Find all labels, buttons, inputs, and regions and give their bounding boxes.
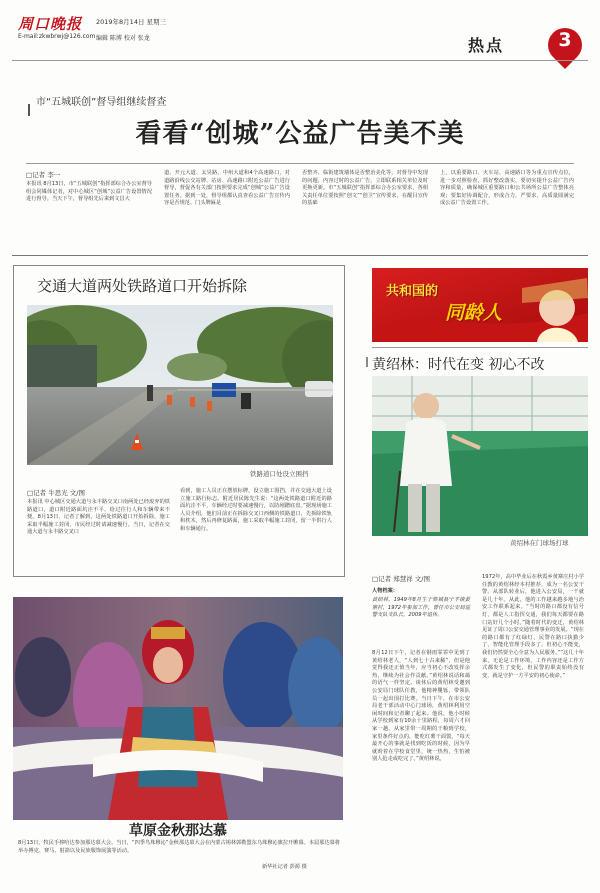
banner-divider xyxy=(372,347,588,348)
rail-article-title: 交通大道两处铁路道口开始拆除 xyxy=(37,277,248,295)
editor-line: 编辑 陈博 校对 张龙 xyxy=(96,35,150,42)
profile-title-bar xyxy=(366,357,368,367)
profile-byline: □记者 郑慧祥 文/图 xyxy=(372,575,430,583)
newspaper-logo: 周口晚报 xyxy=(18,15,83,33)
profile-intro-label: 人物档案： xyxy=(372,588,398,594)
top-article-col4: 上，以重要路口、火车站、高速路口等为重点宣传点位，进一步对照检查，抓好整改落实，要切实提升公益广告内容和质量，确保城区重要路口和公共场所公益广告整体亮观；要集好协调配合，形成合力，严要求、高质量圆满完成公益广告设置工作。 xyxy=(440,170,574,207)
profile-title: 黄绍林：时代在变 初心不改 xyxy=(372,357,545,373)
banner-top-text: 共和国的 xyxy=(386,284,439,299)
banner-script-text: 同龄人 xyxy=(445,302,503,324)
top-article-byline: □记者 李一 xyxy=(26,171,61,179)
naadam-title: 草原金秋那达慕 xyxy=(129,823,227,839)
rail-article-byline: □记者 牛思光 文/图 xyxy=(27,489,85,497)
profile-right-column: 1972年，高中毕业后在秋霞乡黄寨庄村小学任教的黄绍林经本村推荐，成为一名公安干警。从部队转业后，他进入公安局，一干就是几十年。从此，他的工作越来越多地与治安工作联系起来。“当时的路口都没有信号灯，都是人工指挥交通，我们每天都要在路口站好几个小时。”随着时代的变迁，黄绍林见证了周口公安交通管理事业的发展。“现在的路口都有了红绿灯，民警在路口执勤少了，智能化管理手段多了，但初心不能变，我们仍然要全心全意为人民服务。”“这几十年来，无论是工作环境，工作内容还是工作方式都发生了变化，但民警的职责始终没有变，就是守护一方平安的初心使命。” xyxy=(482,574,584,679)
rail-crossing-photo xyxy=(27,305,333,465)
naadam-photo xyxy=(13,597,343,820)
top-article-col3: 否整齐、临街建筑墙体是否整治美化等，对督导中发现的问题，内容过时的公益广告，立即联系相关单位及时更换更新。市“五城联创”指挥部综合办公室要求，各相关责任单位要按照“创文”“创卫”宣传要求，在醒目宣传的基础 xyxy=(302,170,428,207)
rail-photo-caption: 铁路道口处设立围挡 xyxy=(250,470,309,478)
naadam-credit: 新华社记者 彭源 摄 xyxy=(262,864,307,870)
profile-photo xyxy=(372,376,588,536)
rail-article-col2: 看到，施工人员正在摆放标牌，设立施工围挡，并在交通大道上设立施工路行标志。附近居民陈先生说：“这两处铁路道口附近的路面坑洼不平，车辆经过时要减速慢行，以防剐蹭底盘。”据现场施工人员介绍，他们目前正在拆除交叉口西侧的铁路道口，先拆除铁轨和枕木，然后再修复路面，施工采取半幅施工封闭，留一半供行人和车辆通行。 xyxy=(180,488,332,532)
section-name: 热点 xyxy=(468,36,505,55)
page-number: 3 xyxy=(558,29,572,51)
contact-email: E-mail:zkwbrwj@126.com xyxy=(18,33,96,40)
masthead-divider xyxy=(12,60,588,61)
profile-intro: 黄绍林，1949年8月生于郸城县宁平镇黄寨村，1972年参加工作，曾任市公安局巡警支队支队长，2009年退休。 xyxy=(372,597,470,619)
naadam-caption: 8月13日，牧民手捧哈达参加那达慕大会。当日，“四季鸟珠穆沁”金秋那达慕大会在内蒙古锡林郭勒盟东乌珠穆沁旗拉开帷幕。本届那达慕将举办搏克、赛马、射箭以及民族服饰展演等活动。 xyxy=(18,840,340,854)
top-article-headline: 看看“创城”公益广告美不美 xyxy=(135,119,465,149)
headline-divider xyxy=(26,163,574,164)
profile-left-column: 8月12日下午，记者在钢雨霏霏中见到了黄绍林老人，“人到七十古来稀”，但是他觉得我还正值当年，应当初心不改发挥余热，继续为社会作贡献。”黄绍林说话和蔼的语气一样坚定。谈休后的黄绍林受邀到公安局门球队任教，他精神矍铄，带领队员一起出国打比赛。当日下午，在市公安局老干部活动中心门球场，黄绍林利用空闲时间和记者聊了起来。他说，他小时候从学校到家有10余十里路程，每周六才回家一趟。从家里带一周期的干粮到学校，家里条件好点的，能吃红薯干面馍，“每天最开心的事就是找到吃饭的时候，因为早就盼着在学校食堂里，统一热热，生怕被别人抢走或吃完了。”黄绍林说。 xyxy=(372,650,470,763)
top-article-kicker: 市“五城联创”督导组继续督查 xyxy=(36,97,167,108)
rail-article-col1: 本报讯 中心城区交通大道与永丰路交叉口南两处已经废弃的铁路道口，道口附近路面坑洼不平，给过往行人和车辆带来不便。8月13日，记者了解到，这两处铁路道口开始拆除，施工采取半幅施工封闭，市民经过时请减速慢行。当日，记者在交通大道与永丰路交叉口 xyxy=(27,499,170,536)
top-article-col2: 道、开元大道、太昊路、中州大道和4个高速路口，对道路沿线公交站牌、站房、高速路口附近公益广告进行督导，督促各有关部门按照要求完成“创城”公益广告设置任务。据到一处，督导组都认真查看公益广告宣传内容是否规范、门头牌匾是 xyxy=(164,170,290,207)
section-divider xyxy=(12,255,588,256)
top-article-col1: 本报讯 8月13日，市“五城联创”指挥部综合办公室督导组会同媒体记者，对中心城区“创城”公益广告设置情况进行督导。当天下午，督导组先后来到文昌大 xyxy=(26,181,152,203)
profile-photo-caption: 黄绍林在门球场打球 xyxy=(510,539,569,547)
issue-date: 2019年8月14日 星期三 xyxy=(96,18,167,26)
